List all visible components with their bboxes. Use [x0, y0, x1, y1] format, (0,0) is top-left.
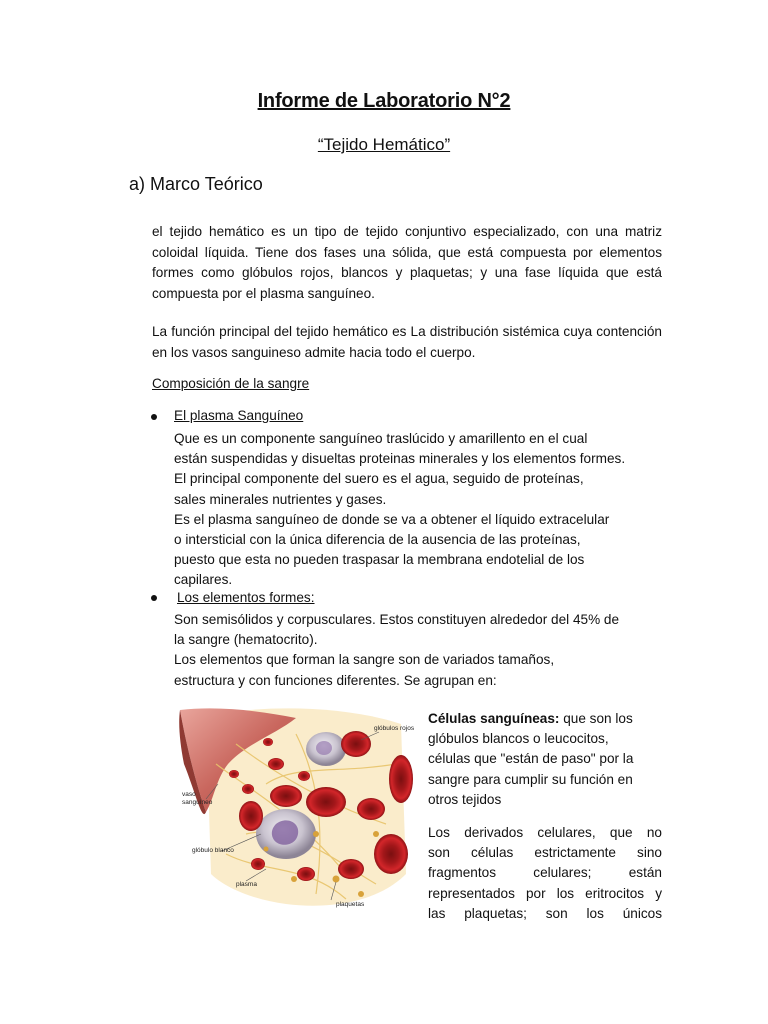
text-line: la sangre (hematocrito).	[174, 632, 318, 648]
bullet-body-elements	[174, 610, 669, 691]
bullet-dot	[151, 595, 157, 601]
text-line: El principal componente del suero es el agua, seguido de proteínas,	[174, 471, 584, 487]
text-line: capilares.	[174, 572, 233, 588]
text-line: Los derivados celulares, que no	[428, 825, 662, 840]
bullet-title-elements: Los elementos formes:	[177, 590, 315, 605]
text-line: Que es un componente sanguíneo traslúcido y amarillento en el cual	[174, 431, 588, 446]
text-line: células que "están de paso" por la	[428, 751, 634, 767]
label-plasma: plasma	[236, 881, 257, 888]
label-vessel-1: vaso	[182, 791, 196, 798]
text-line: fragmentos celulares; están	[428, 865, 662, 881]
composition-heading: Composición de la sangre	[152, 376, 310, 391]
label-red-cells: glóbulos rojos	[374, 725, 415, 732]
label-white-cell: glóbulo blanco	[192, 847, 234, 854]
text-line: Son semisólidos y corpusculares. Estos constituyen alrededor del 45% de	[174, 612, 620, 627]
text-line: las plaquetas; son los únicos	[428, 905, 662, 921]
blood-vessel-illustration	[176, 704, 416, 914]
derivatives-description	[428, 823, 662, 924]
document-title: Informe de Laboratorio N°2	[257, 90, 511, 112]
text-line: son células estrictamente sino	[428, 845, 662, 861]
text-line: otros tejidos	[428, 791, 502, 807]
text-line: sangre para cumplir su función en	[428, 771, 633, 787]
text-line: están suspendidas y disueltas proteinas minerales y los elementos formes.	[174, 451, 626, 467]
text-line: sales minerales nutrientes y gases.	[174, 491, 387, 507]
cells-description	[428, 709, 662, 810]
text-line: glóbulos blancos o leucocitos,	[428, 731, 609, 747]
section-heading: a) Marco Teórico	[129, 174, 263, 194]
text-line: representados por los eritrocitos y	[428, 885, 662, 901]
text-line: Los elementos que forman la sangre son de variados tamaños,	[174, 652, 555, 668]
text-line: o intersticial con la única diferencia de la ausencia de las proteínas,	[174, 532, 581, 548]
text-line: Es el plasma sanguíneo de donde se va a obtener el líquido extracelular	[174, 511, 610, 527]
label-vessel-2: sanguíneo	[182, 799, 213, 806]
text-line: que son los	[559, 711, 633, 726]
label-platelets: plaquetas	[336, 901, 365, 908]
bullet-dot	[151, 414, 157, 420]
cells-heading: Células sanguíneas:	[428, 711, 560, 726]
bullet-body-plasma	[174, 429, 669, 591]
text-line: estructura y con funciones diferentes. Se agrupan en:	[174, 672, 497, 688]
function-paragraph: La función principal del tejido hemático es La distribución sistémica cuya contención en los vasos sanguineso admite hacia todo el cuerpo.	[152, 324, 662, 360]
bullet-title-plasma: El plasma Sanguíneo	[174, 408, 304, 423]
document-subtitle: “Tejido Hemático”	[317, 135, 451, 154]
intro-paragraph: el tejido hemático es un tipo de tejido conjuntivo especializado, con una matriz coloidal líquida. Tiene dos fases una sólida, que está compuesta por elementos formes como glóbulos rojos, blancos y plaquetas; y una fase líquida que está compuesta por el plasma sanguíneo.	[152, 224, 662, 301]
text-line: puesto que esta no pueden traspasar la membrana endotelial de los	[174, 552, 585, 568]
